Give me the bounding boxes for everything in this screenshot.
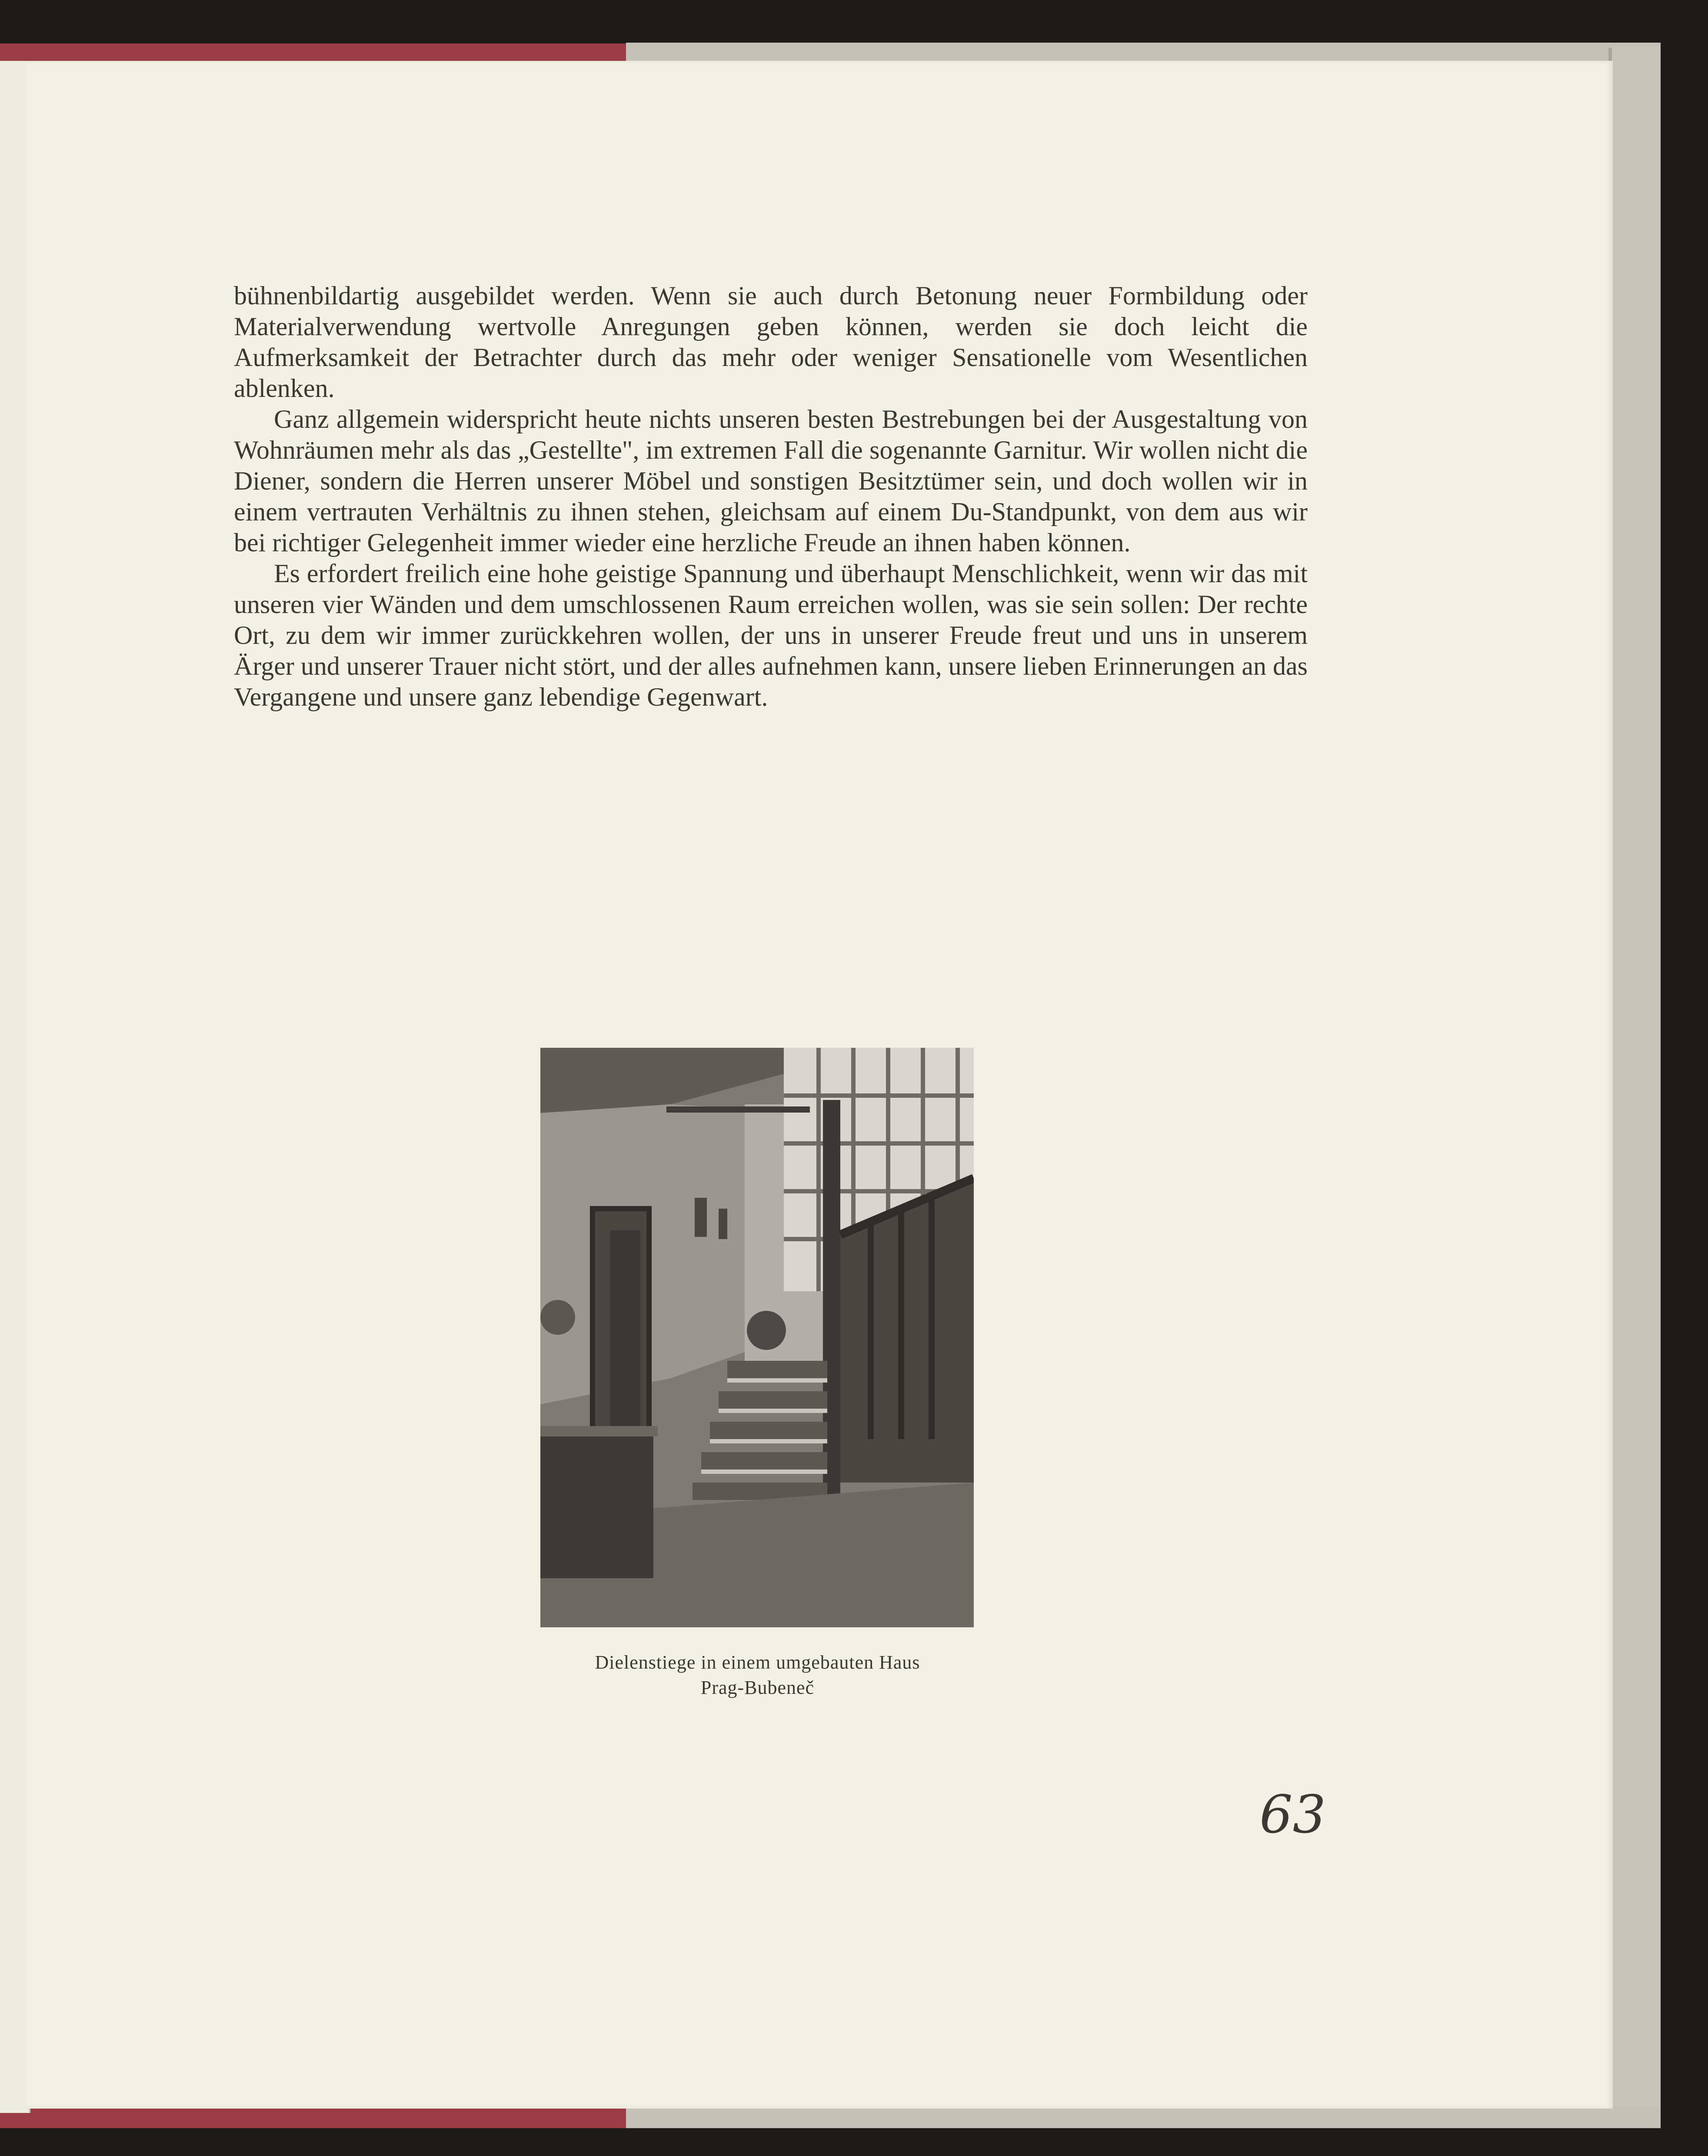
- book-cover-right-edge: [1608, 48, 1661, 2109]
- book-cover-bottom-edge: [0, 2106, 635, 2128]
- book-page: [26, 61, 1613, 2109]
- book-cover-bottom-edge-grey: [626, 2106, 1661, 2128]
- paragraph-3: Es erfordert freilich eine hohe geistige Spannung und überhaupt Menschlichkeit, wenn wir das mit unseren vier Wänden und dem umschlossenen Raum erreichen wollen, was sie sein sollen: Der rechte Ort, zu dem wir immer zurückkehren wollen, der uns in unserer Freude freut und uns in unserem Ärger und unserer Trauer nicht stört, und der alles aufnehmen kann, unsere lieben Erinnerungen an das Vergangene und unsere ganz lebendige Gegenwart.: [234, 559, 1308, 711]
- paragraph-2: Ganz allgemein widerspricht heute nichts unseren besten Bestrebungen bei der Ausgestaltung von Wohnräumen mehr als das „Gestellte", im extremen Fall die sogenannte Garnitur. Wir wollen nicht die Diener, sondern die Herren unserer Möbel und sonstigen Besitztümer sein, und doch wollen wir in einem vertrauten Verhältnis zu ihnen stehen, gleichsam auf einem Du-Standpunkt, von dem aus wir bei richtiger Gelegenheit immer wieder eine herzliche Freude an ihnen haben können.: [234, 405, 1308, 557]
- caption-line-2: Prag-Bubeneč: [700, 1677, 815, 1698]
- caption-line-1: Dielenstiege in einem umgebauten Haus: [595, 1652, 920, 1673]
- page-number: 63: [1259, 1785, 1326, 1845]
- figure-caption: [517, 1650, 998, 1700]
- staircase-photo: [540, 1048, 974, 1627]
- paragraph-1: bühnenbildartig ausgebildet werden. Wenn sie auch durch Betonung neuer Formbildung oder Materialverwendung wertvolle Anregungen geben können, werden sie doch leicht die Aufmerksamkeit der Betrachter durch das mehr oder weniger Sensationelle vom Wesentlichen ablenken.: [234, 281, 1308, 403]
- body-text: [234, 280, 1308, 713]
